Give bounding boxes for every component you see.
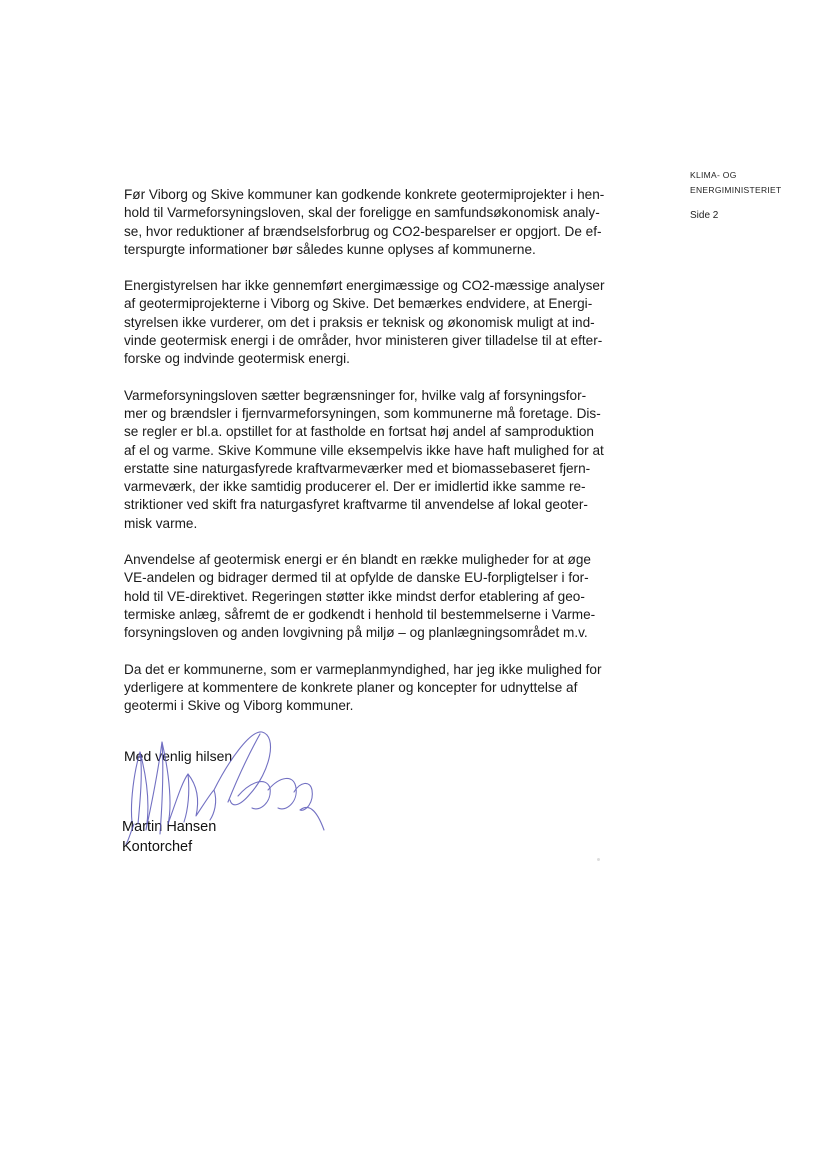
text-line: VE-andelen og bidrager dermed til at opfylde de danske EU-forpligtelser i for- — [124, 570, 589, 586]
text-line: af el og varme. Skive Kommune ville eksempelvis ikke have haft mulighed for at — [124, 442, 604, 458]
text-line: Før Viborg og Skive kommuner kan godkende konkrete geotermiprojekter i hen- — [124, 187, 605, 202]
text-line: mer og brændsler i fjernvarmeforsyningen, som kommunerne må foretage. Dis- — [124, 405, 601, 421]
text-line: misk varme. — [124, 515, 198, 531]
text-line: af geotermiprojekterne i Viborg og Skive. Det bemærkes endvidere, at Energi- — [124, 296, 593, 312]
paragraph-3 — [124, 387, 656, 533]
ministry-name-line-1: KLIMA- OG — [690, 170, 737, 180]
text-line: terspurgte informationer bør således kunne oplyses af kommunerne. — [124, 241, 536, 257]
text-line: yderligere at kommentere de konkrete planer og koncepter for udnyttelse af — [124, 679, 578, 695]
text-line: varmeværk, der ikke samtidig producerer el. Der er imidlertid ikke samme re- — [124, 479, 586, 495]
text-line: termiske anlæg, såfremt de er godkendt i henhold til bestemmelserne i Varme- — [124, 606, 596, 622]
letter-body — [124, 186, 656, 733]
text-line: hold til VE-direktivet. Regeringen støtter ikke mindst derfor etablering af geo- — [124, 588, 585, 604]
text-line: Anvendelse af geotermisk energi er én blandt en række muligheder for at øge — [124, 552, 591, 568]
paragraph-5 — [124, 661, 656, 716]
text-line: se, hvor reduktioner af brændselsforbrug og CO2-besparelser er opgjort. De ef- — [124, 223, 602, 239]
text-line: Da det er kommunerne, som er varmeplanmyndighed, har jeg ikke mulighed for — [124, 661, 602, 677]
scan-speck — [597, 858, 600, 861]
text-line: erstatte sine naturgasfyrede kraftvarmeværker med et biomassebaseret fjern- — [124, 460, 591, 476]
closing-greeting: Med venlig hilsen — [124, 748, 233, 764]
signatory-name: Martin Hansen — [122, 819, 217, 835]
text-line: vinde geotermisk energi i de områder, hvor ministeren giver tilladelse til at efter- — [124, 333, 603, 349]
text-line: forske og indvinde geotermisk energi. — [124, 351, 350, 367]
text-line: striktioner ved skift fra naturgasfyret kraftvarme til anvendelse af lokal geoter- — [124, 497, 588, 513]
ministry-name — [690, 168, 782, 198]
signatory — [122, 817, 216, 857]
text-line: Energistyrelsen har ikke gennemført energimæssige og CO2-mæssige analyser — [124, 278, 605, 294]
text-line: forsyningsloven og anden lovgivning på miljø – og planlægningsområdet m.v. — [124, 625, 588, 641]
paragraph-4 — [124, 551, 656, 642]
text-line: hold til Varmeforsyningsloven, skal der foreligge en samfundsøkonomisk analy- — [124, 205, 600, 221]
text-line: styrelsen ikke vurderer, om det i praksis er teknisk og økonomisk muligt at ind- — [124, 314, 595, 330]
paragraph-1 — [124, 186, 656, 259]
paragraph-2 — [124, 277, 656, 368]
text-line: Varmeforsyningsloven sætter begrænsninger for, hvilke valg af forsyningsfor- — [124, 387, 587, 403]
signatory-title: Kontorchef — [122, 839, 193, 855]
page-number: Side 2 — [690, 210, 719, 221]
text-line: geotermi i Skive og Viborg kommuner. — [124, 698, 354, 714]
ministry-name-line-2: ENERGIMINISTERIET — [690, 185, 782, 195]
text-line: se regler er bl.a. opstillet for at fastholde en fortsat høj andel af samproduktion — [124, 424, 594, 440]
